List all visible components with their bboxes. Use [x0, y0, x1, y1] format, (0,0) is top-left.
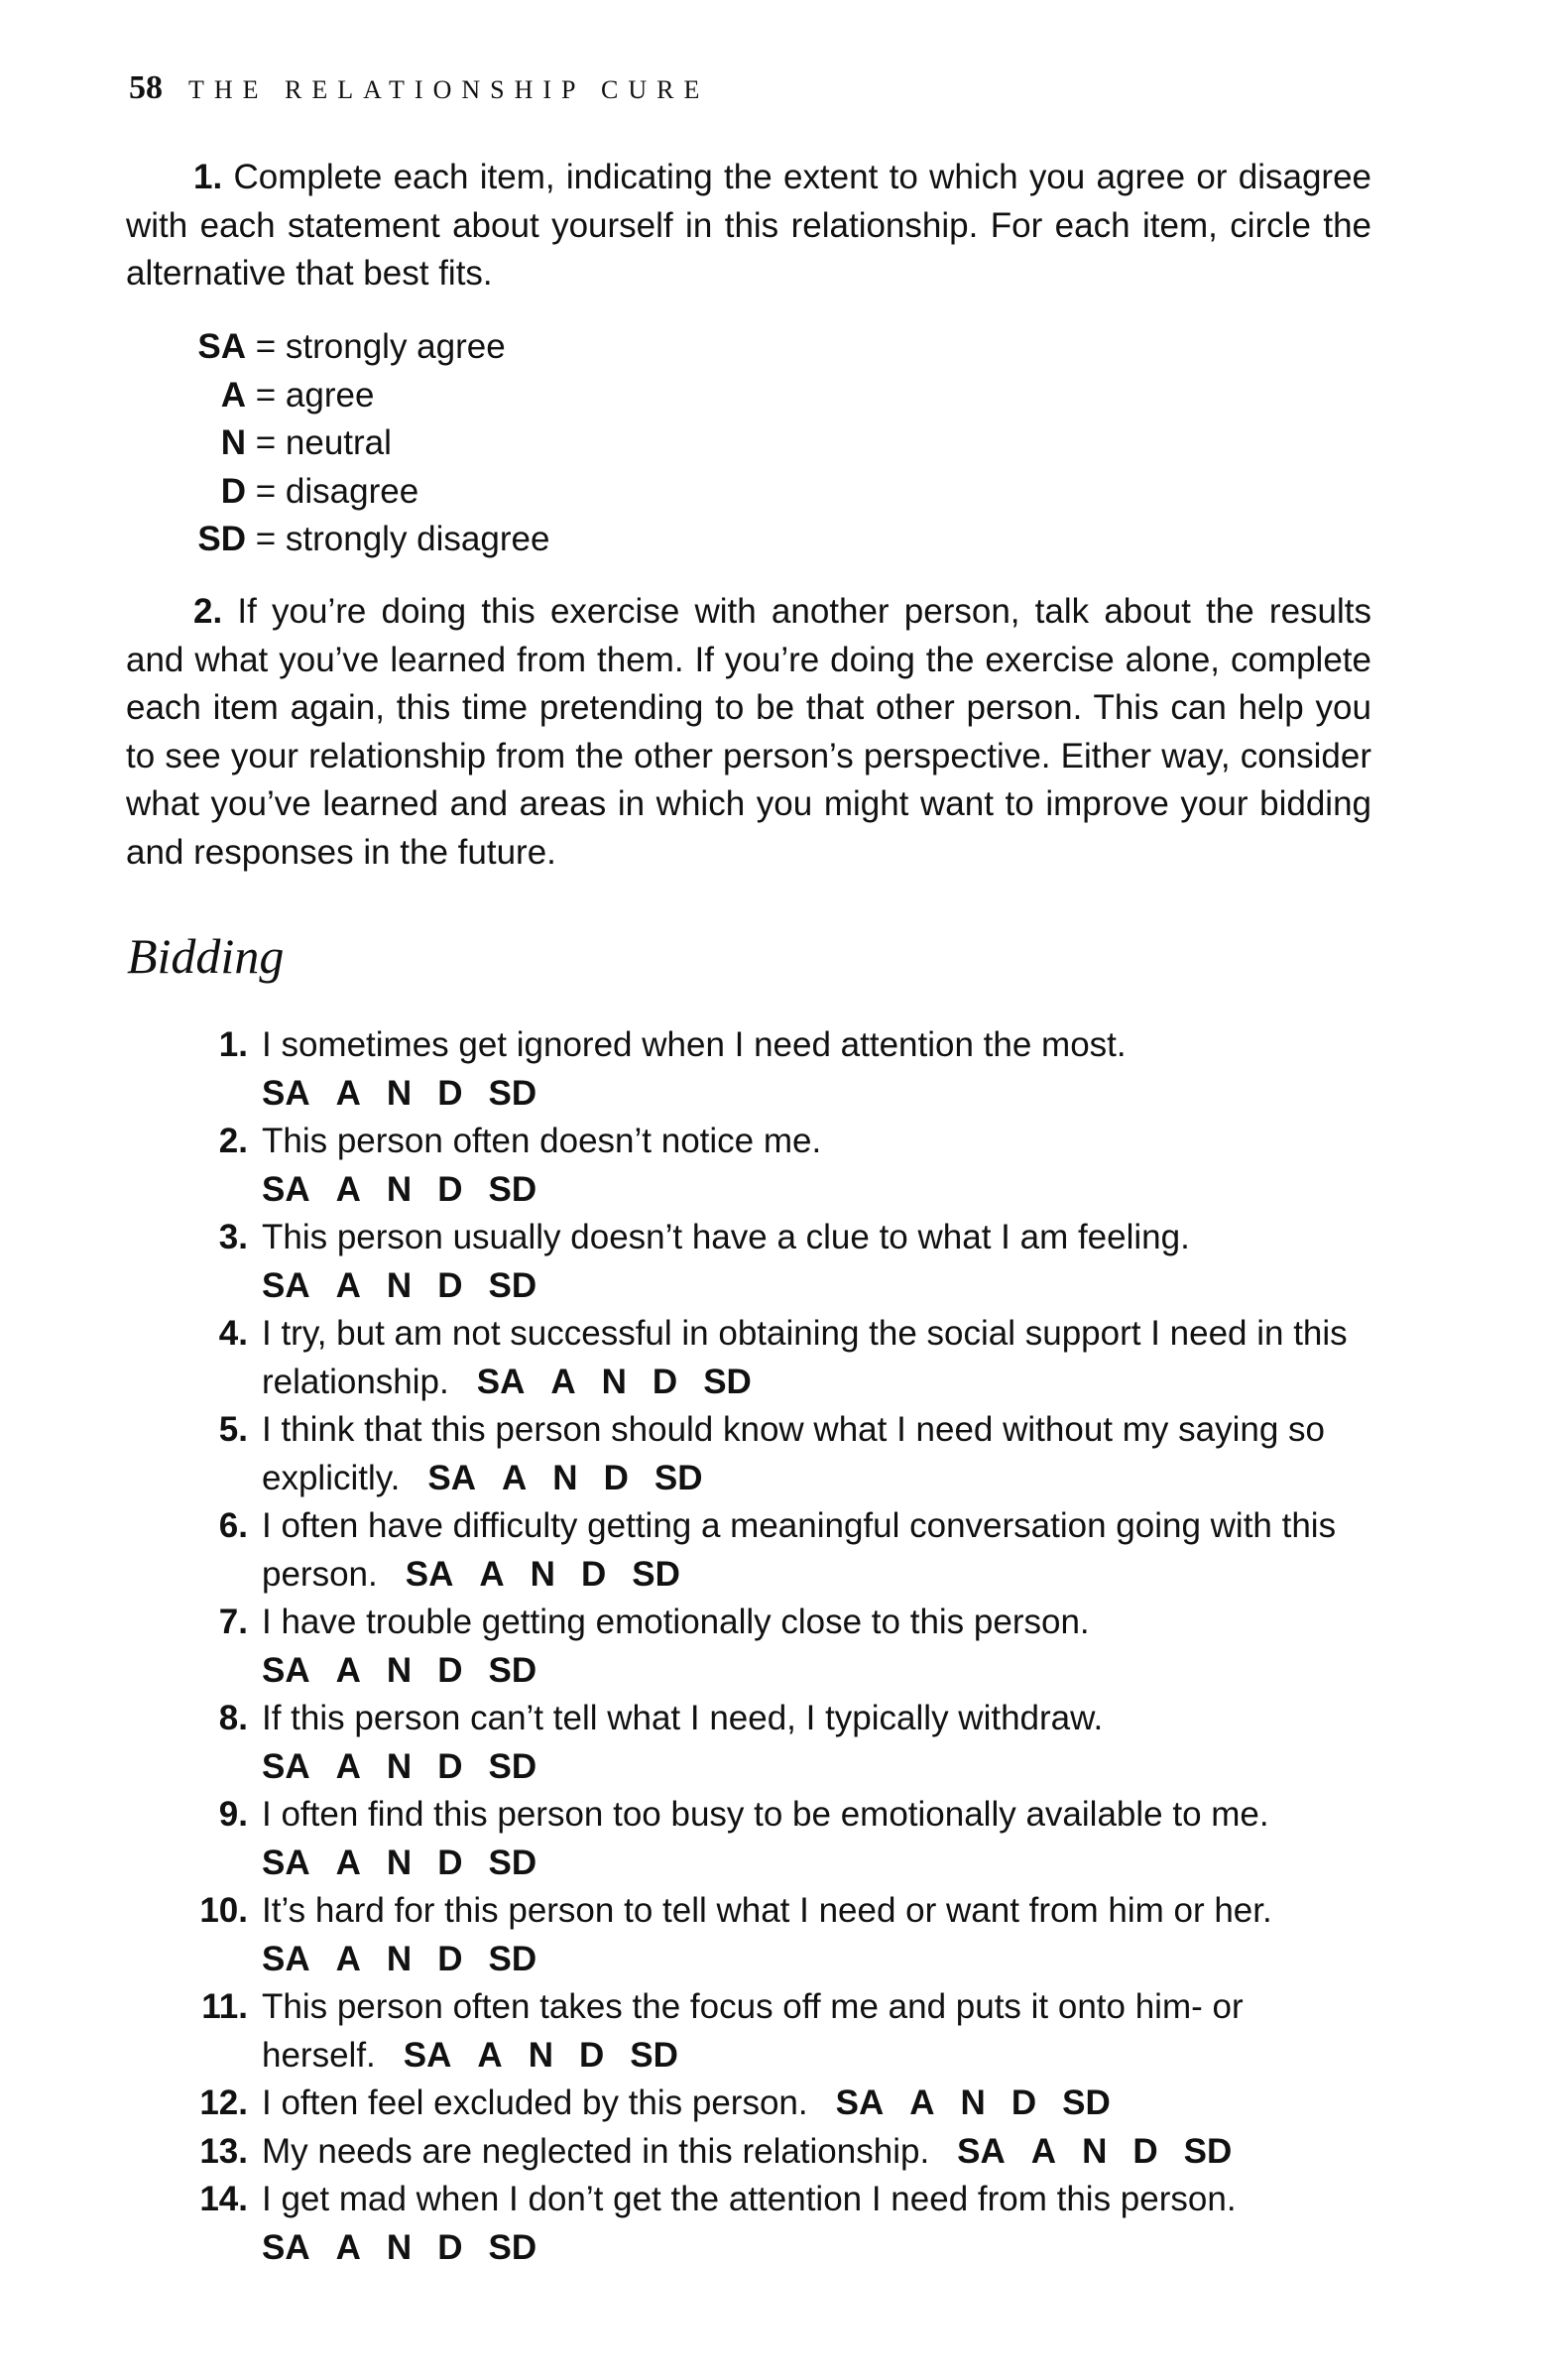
rating-scale: [262, 2224, 1373, 2273]
step-text: Complete each item, indicating the extent to which you agree or disagree with each statement about yourself in this relationship. For each item, circle the alternative that best fits.: [126, 158, 1372, 293]
option-sd[interactable]: SD: [488, 1939, 537, 1978]
questionnaire-items: [178, 1021, 1373, 2272]
option-n[interactable]: N: [386, 1073, 413, 1113]
option-a[interactable]: A: [335, 1650, 361, 1690]
option-sa[interactable]: SA: [262, 1265, 310, 1305]
option-a[interactable]: A: [479, 1554, 505, 1594]
section-title: Bidding: [127, 928, 285, 984]
option-a[interactable]: A: [335, 1939, 361, 1978]
legend-row: A = agree: [220, 375, 375, 415]
page-number: 58: [129, 69, 163, 106]
option-a[interactable]: A: [335, 1265, 361, 1305]
rating-scale: [427, 1459, 702, 1497]
questionnaire-item: 13. My needs are neglected in this relationship. SA A N D SD: [199, 2131, 1233, 2171]
legend-row: D = disagree: [220, 471, 419, 511]
questionnaire-item: 14. I get mad when I don’t get the attention I need from this person. SA A N D SD: [178, 2176, 1373, 2272]
legend-row: SD = strongly disagree: [197, 520, 550, 558]
legend-row: SA = strongly agree: [197, 327, 506, 366]
option-d[interactable]: D: [652, 1362, 678, 1401]
option-sd[interactable]: SD: [488, 2227, 537, 2267]
option-n[interactable]: N: [960, 2083, 986, 2122]
rating-scale: [404, 2036, 678, 2075]
option-sd[interactable]: SD: [488, 1746, 537, 1786]
option-d[interactable]: D: [578, 2035, 605, 2075]
step-text: If you’re doing this exercise with another person, talk about the results and what you’ve learned from them. If you’re doing the exercise alone, complete each item again, this time pretending to be that other person. This can help you to see your relationship from the other person’s perspective. Either way, consider what you’ve learned and areas in which you might want to improve your bidding and responses in the future.: [126, 592, 1371, 872]
option-d[interactable]: D: [437, 1843, 463, 1882]
option-sd[interactable]: SD: [488, 1265, 537, 1305]
rating-scale: [477, 1363, 752, 1401]
option-n[interactable]: N: [386, 1746, 413, 1786]
option-d[interactable]: D: [437, 1073, 463, 1113]
option-d[interactable]: D: [437, 1169, 463, 1209]
option-sd[interactable]: SD: [488, 1843, 537, 1882]
option-d[interactable]: D: [1011, 2083, 1037, 2122]
option-sa[interactable]: SA: [403, 2035, 452, 2075]
option-sa[interactable]: SA: [262, 1073, 310, 1113]
option-n[interactable]: N: [386, 1939, 413, 1978]
option-d[interactable]: D: [603, 1458, 629, 1497]
questionnaire-item: 10. It’s hard for this person to tell what I need or want from him or her. SA A N D SD: [178, 1887, 1373, 1983]
rating-scale: [957, 2132, 1232, 2171]
option-sa[interactable]: SA: [262, 1650, 310, 1690]
rating-scale: [262, 1070, 1373, 1119]
option-sa[interactable]: SA: [405, 1554, 454, 1594]
questionnaire-item: 5. I think that this person should know what I need without my saying so explicitly. SA A N D SD: [218, 1410, 1325, 1497]
option-n[interactable]: N: [386, 1843, 413, 1882]
option-a[interactable]: A: [335, 1073, 361, 1113]
instruction-step-1: [126, 154, 1371, 298]
option-d[interactable]: D: [437, 1650, 463, 1690]
option-a[interactable]: A: [335, 1169, 361, 1209]
option-sd[interactable]: SD: [488, 1073, 537, 1113]
rating-scale: [262, 1647, 1373, 1696]
running-header: [129, 69, 709, 107]
option-sa[interactable]: SA: [427, 1458, 477, 1497]
questionnaire-item: 2. This person often doesn’t notice me. SA A N D SD: [178, 1118, 1373, 1214]
option-d[interactable]: D: [1132, 2131, 1158, 2171]
option-sd[interactable]: SD: [630, 2035, 678, 2075]
option-sd[interactable]: SD: [703, 1362, 752, 1401]
option-n[interactable]: N: [552, 1458, 578, 1497]
rating-scale: [836, 2083, 1111, 2122]
option-a[interactable]: A: [335, 1746, 361, 1786]
legend-row: N = neutral: [220, 423, 392, 462]
step-number: 2.: [193, 592, 223, 631]
questionnaire-item: 11. This person often takes the focus off me and puts it onto him- or herself. SA A N D SD: [201, 1987, 1244, 2075]
questionnaire-item: 6. I often have difficulty getting a meaningful conversation going with this person. SA A N D SD: [218, 1506, 1337, 1594]
option-n[interactable]: N: [386, 1265, 413, 1305]
option-n[interactable]: N: [530, 1554, 555, 1594]
questionnaire-item: 12. I often feel excluded by this person. SA A N D SD: [199, 2083, 1111, 2122]
option-a[interactable]: A: [335, 2227, 361, 2267]
option-n[interactable]: N: [386, 1650, 413, 1690]
option-sd[interactable]: SD: [488, 1169, 537, 1209]
questionnaire-item: 1. I sometimes get ignored when I need attention the most. SA A N D SD: [178, 1021, 1373, 1118]
option-a[interactable]: A: [1030, 2131, 1057, 2171]
option-sd[interactable]: SD: [1183, 2131, 1233, 2171]
questionnaire-item: 4. I try, but am not successful in obtaining the social support I need in this relationship. SA A N D SD: [218, 1314, 1348, 1401]
option-a[interactable]: A: [502, 1458, 528, 1497]
option-sa[interactable]: SA: [476, 1362, 526, 1401]
option-n[interactable]: N: [1082, 2131, 1108, 2171]
option-sa[interactable]: SA: [262, 1746, 310, 1786]
option-n[interactable]: N: [386, 2227, 413, 2267]
rating-scale: [262, 1840, 1373, 1888]
option-a[interactable]: A: [550, 1362, 576, 1401]
option-a[interactable]: A: [909, 2083, 935, 2122]
option-sd[interactable]: SD: [488, 1650, 537, 1690]
option-n[interactable]: N: [601, 1362, 627, 1401]
option-sd[interactable]: SD: [632, 1554, 680, 1594]
option-sa[interactable]: SA: [262, 2227, 310, 2267]
step-number: 1.: [193, 158, 223, 196]
rating-legend: [194, 323, 549, 564]
questionnaire-item: 3. This person usually doesn’t have a clue to what I am feeling. SA A N D SD: [178, 1214, 1373, 1310]
rating-scale: [262, 1262, 1373, 1311]
option-d[interactable]: D: [437, 1939, 463, 1978]
rating-scale: [262, 1936, 1373, 1984]
option-a[interactable]: A: [477, 2035, 503, 2075]
option-n[interactable]: N: [386, 1169, 413, 1209]
option-sa[interactable]: SA: [262, 1939, 310, 1978]
option-d[interactable]: D: [437, 2227, 463, 2267]
option-n[interactable]: N: [528, 2035, 553, 2075]
option-sd[interactable]: SD: [1062, 2083, 1111, 2122]
option-sa[interactable]: SA: [262, 1169, 310, 1209]
option-sa[interactable]: SA: [262, 1843, 310, 1882]
questionnaire-item: 9. I often find this person too busy to be emotionally available to me. SA A N D SD: [178, 1791, 1373, 1887]
option-sa[interactable]: SA: [835, 2083, 885, 2122]
option-a[interactable]: A: [335, 1843, 361, 1882]
option-d[interactable]: D: [437, 1746, 463, 1786]
option-d[interactable]: D: [437, 1265, 463, 1305]
rating-scale: [262, 1166, 1373, 1215]
rating-scale: [262, 1743, 1373, 1792]
instruction-step-2: [126, 588, 1371, 877]
questionnaire-item: 8. If this person can’t tell what I need, I typically withdraw. SA A N D SD: [178, 1695, 1373, 1791]
book-title: THE RELATIONSHIP CURE: [188, 75, 710, 104]
option-sd[interactable]: SD: [654, 1458, 703, 1497]
option-d[interactable]: D: [580, 1554, 607, 1594]
option-sa[interactable]: SA: [957, 2131, 1006, 2171]
questionnaire-item: 7. I have trouble getting emotionally close to this person. SA A N D SD: [178, 1599, 1373, 1695]
rating-scale: [406, 1555, 680, 1594]
